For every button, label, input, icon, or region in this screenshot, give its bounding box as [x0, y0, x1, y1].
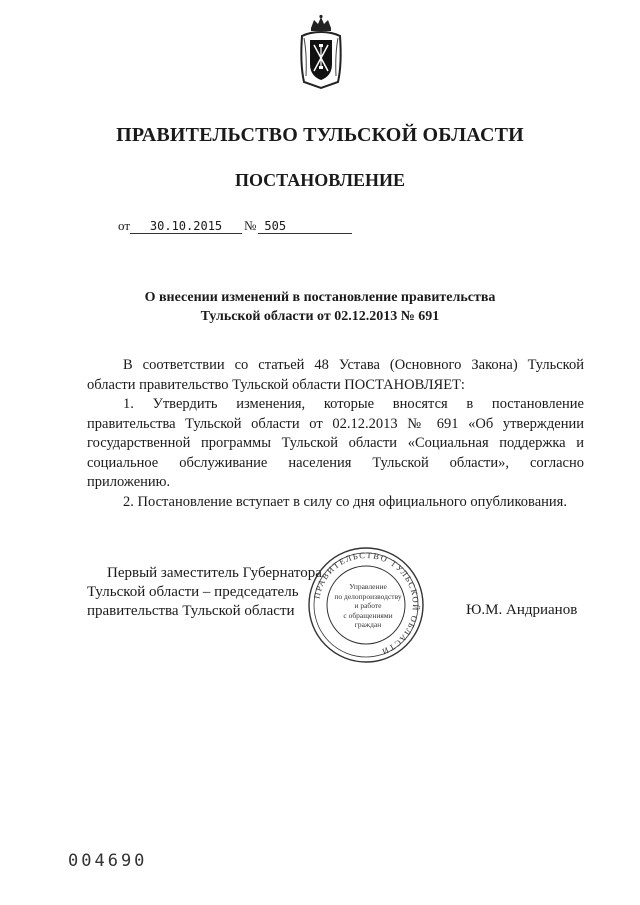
registration-number: 004690 — [68, 851, 148, 871]
signatory-position-line-2: Тульской области – председатель — [87, 584, 299, 600]
date-number-line — [118, 218, 352, 234]
stamp-line: с обращениями — [343, 610, 393, 620]
stamp-line: и работе — [354, 601, 382, 610]
signatory-position-line-3: правительства Тульской области — [87, 603, 295, 619]
subject-line-1: О внесении изменений в постановление правительства — [144, 290, 496, 305]
document-number: 505 — [258, 219, 352, 234]
number-label: № — [244, 218, 257, 233]
subject-line-2: Тульской области от 02.12.2013 № 691 — [200, 309, 440, 324]
stamp-line: по делопроизводству — [334, 591, 402, 601]
signatory-position — [87, 564, 322, 621]
government-title: ПРАВИТЕЛЬСТВО ТУЛЬСКОЙ ОБЛАСТИ — [116, 124, 524, 146]
body-paragraph-item-2: 2. Постановление вступает в силу со дня официального опубликования. — [123, 493, 567, 510]
document-type: ПОСТАНОВЛЕНИЕ — [234, 170, 406, 190]
body-paragraph-preamble: В соответствии со статьей 48 Устава (Основного Закона) Тульской области правительство Тульской области ПОСТАНОВЛЯЕТ: — [87, 357, 584, 393]
signatory-position-line-1: Первый заместитель Губернатора — [107, 565, 322, 581]
signatory-name: Ю.М. Андрианов — [466, 602, 578, 618]
document-body — [87, 356, 584, 512]
stamp-line: граждан — [354, 620, 382, 629]
stamp-ring-text: ПРАВИТЕЛЬСТВО ТУЛЬСКОЙ ОБЛАСТИ — [311, 549, 422, 658]
document-date: 30.10.2015 — [130, 219, 242, 234]
body-paragraph-item-1: 1. Утвердить изменения, которые вносятся в постановление правительства Тульской области от 02.12.2013 № 691 «Об утверждении государственной программы Тульской области «Социальная поддержка и социальное обслуживание населения Тульской области», согласно приложению. — [87, 396, 584, 490]
coat-of-arms-icon — [298, 14, 344, 90]
date-label: от — [118, 218, 131, 233]
stamp-line: Управление — [349, 582, 387, 591]
document-subject — [0, 288, 640, 326]
stamp-center-text — [322, 582, 414, 630]
